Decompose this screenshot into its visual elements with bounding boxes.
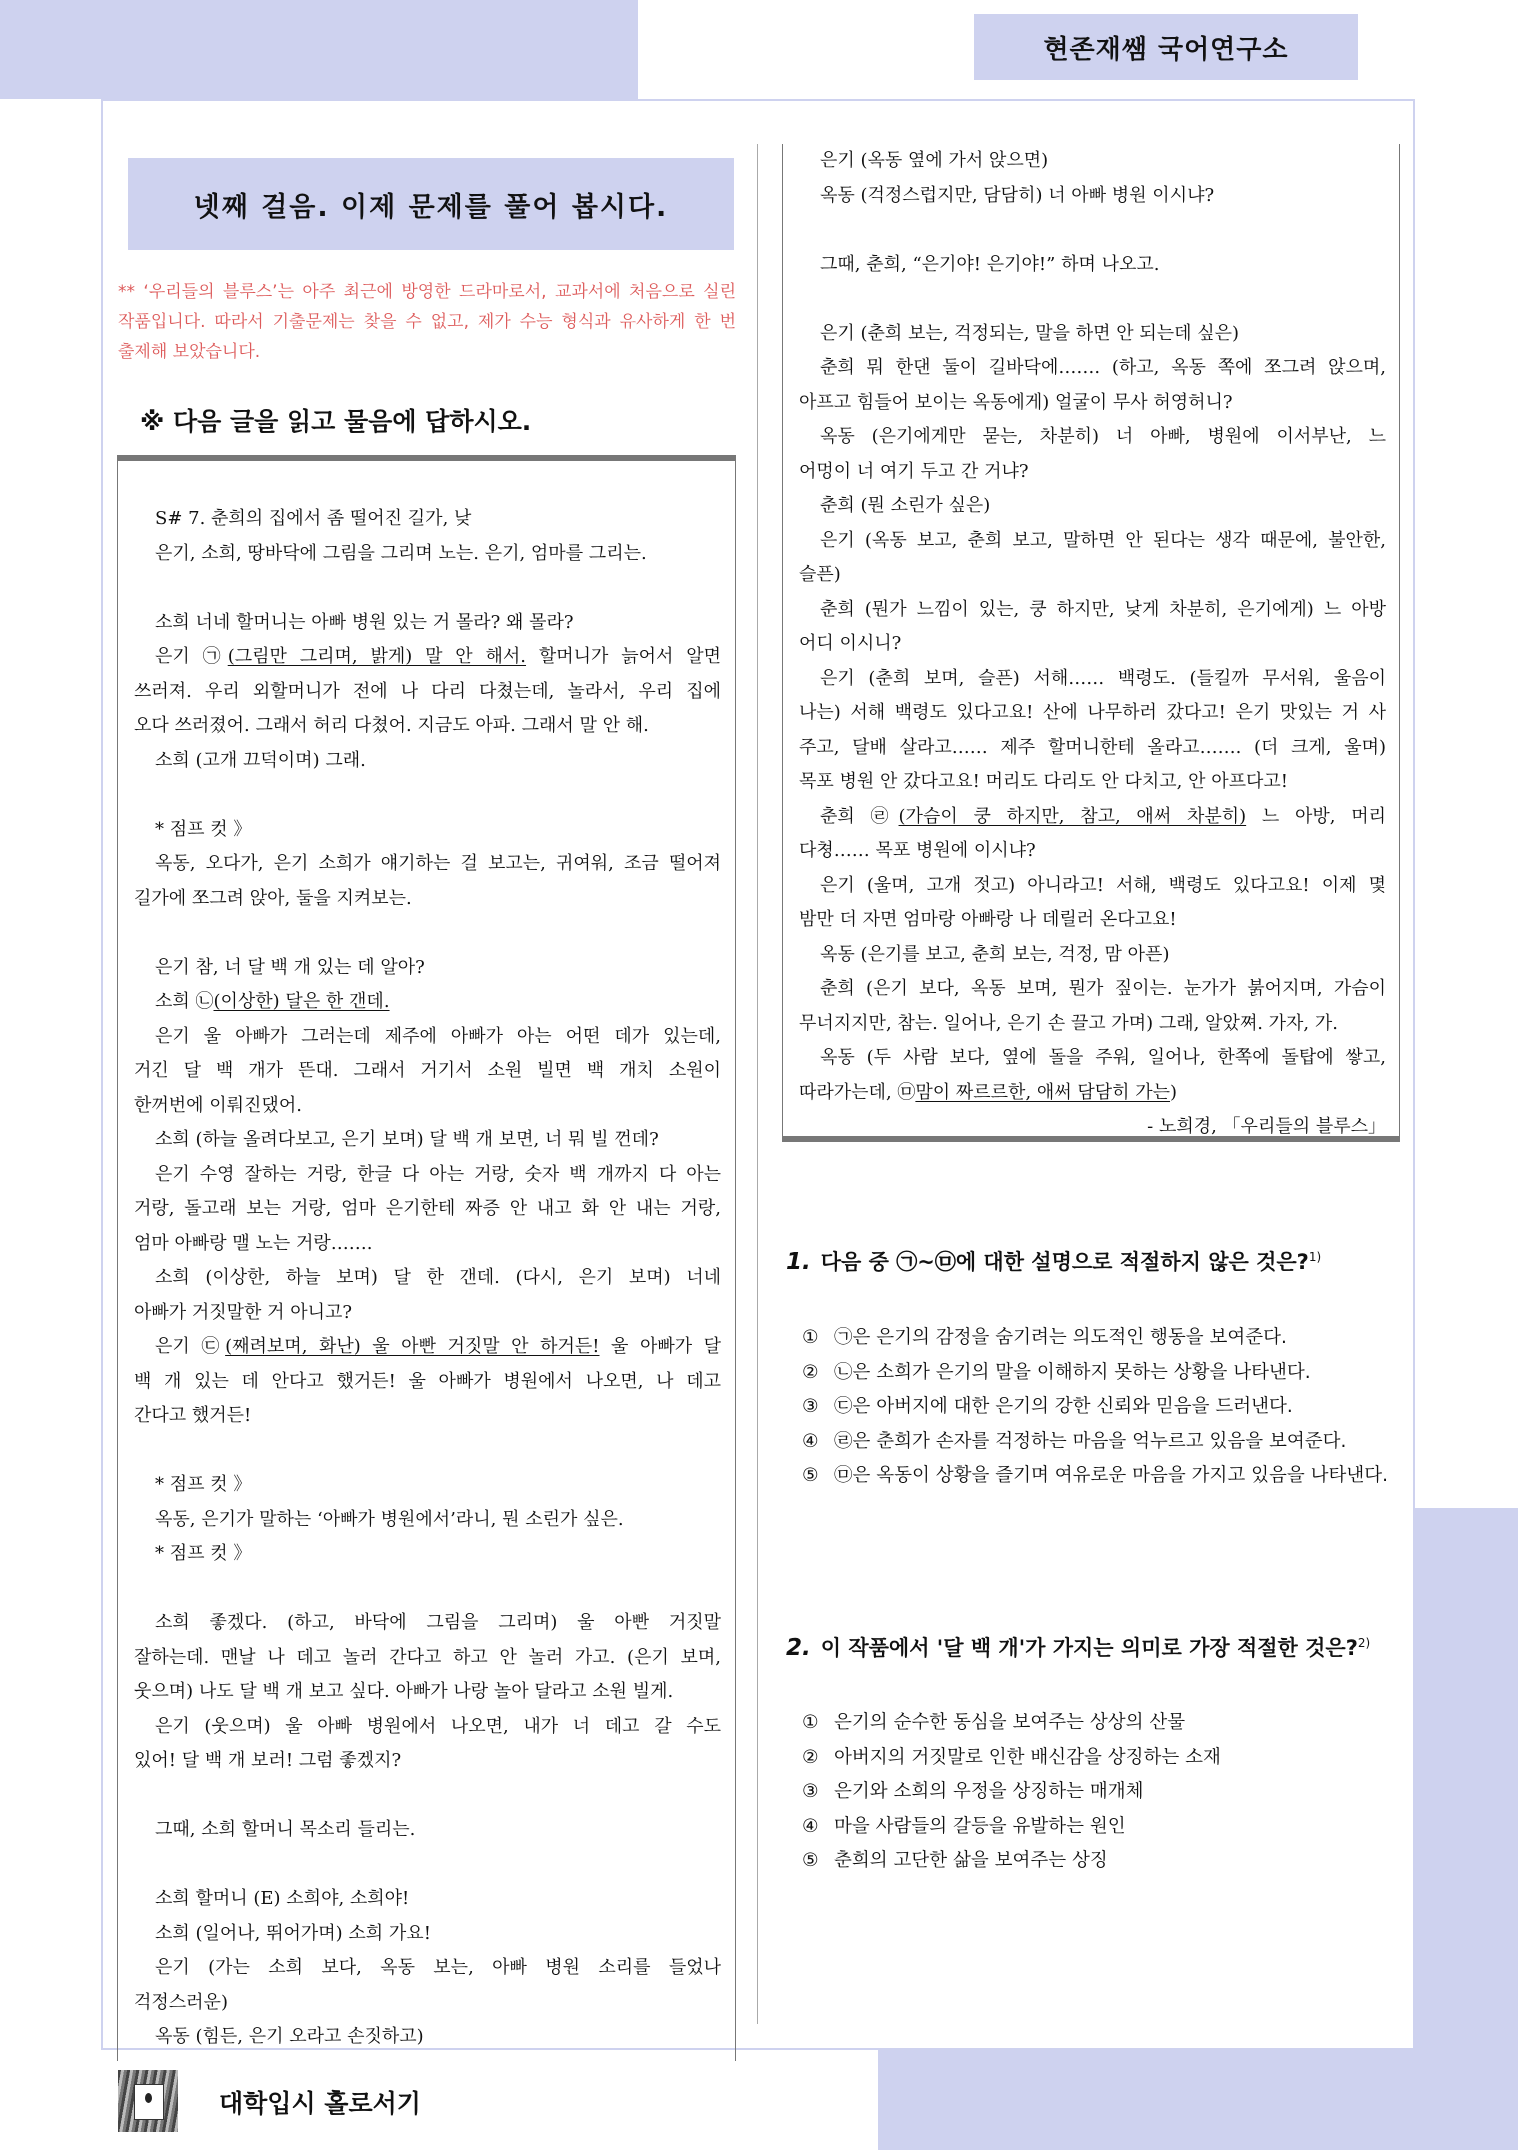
- brand-title: 현존재쌤 국어연구소: [1043, 34, 1289, 65]
- script-line: 소희 할머니 (E) 소희야, 소희야!: [155, 1888, 410, 1909]
- section-title: 넷째 걸음. 이제 문제를 풀어 봅시다.: [193, 191, 669, 223]
- script-line: 은기 (울며, 고개 젓고) 아니라고! 서해, 백령도 있다고요! 이제 몇: [820, 874, 1386, 896]
- script-line: 옥동 (걱정스럽지만, 담담히) 너 아빠 병원 이시냐?: [820, 184, 1215, 206]
- brand-header: [974, 14, 1358, 80]
- line-text: 느 아방, 머리: [1246, 805, 1387, 827]
- answer-option[interactable]: [802, 1775, 1392, 1810]
- script-line: 길가에 쪼그려 앉아, 둘을 지켜보는.: [134, 887, 412, 909]
- script-line: 다쳥…… 목포 병원에 이시냐?: [799, 840, 1036, 861]
- option-number: ④: [802, 1430, 819, 1452]
- script-line: 어디 이시니?: [799, 633, 902, 654]
- option-number: ⑤: [802, 1850, 819, 1871]
- script-line: * 점프 컷 》: [155, 1474, 252, 1495]
- decorative-band-top: [0, 0, 638, 99]
- line-text: 소희: [155, 991, 196, 1012]
- instruction-heading: ※ 다음 글을 읽고 물음에 답하시오.: [140, 407, 532, 436]
- script-line: 어멍이 너 여기 두고 간 거냐?: [799, 460, 1029, 482]
- script-line: 그때, 소희 할머니 목소리 들리는.: [155, 1819, 416, 1840]
- question-title: [786, 1246, 1396, 1276]
- script-line: 은기 (웃으며) 울 아빠 병원에서 나오면, 내가 너 데고 갈 수도: [155, 1715, 721, 1737]
- script-line: 춘희 (뭔가 느낌이 있는, 쿵 하지만, 낮게 차분히, 은기에게) 느 아방: [820, 598, 1386, 620]
- blank-line: [134, 1572, 721, 1607]
- script-line: [134, 640, 721, 675]
- answer-option[interactable]: [802, 1844, 1392, 1879]
- option-number: ①: [802, 1327, 819, 1348]
- question-1: [786, 1246, 1396, 1486]
- annotation-marker: ㉢: [201, 1336, 226, 1357]
- script-line: [134, 985, 721, 1020]
- script-line: 소희 너네 할머니는 아빠 병원 있는 거 몰라? 왜 몰라?: [155, 611, 574, 633]
- script-line: 소희 (일어나, 뛰어가며) 소희 가요!: [155, 1922, 431, 1944]
- underlined-phrase: (가슴이 쿵 하지만, 참고, 애써 차분히): [898, 805, 1247, 827]
- source-citation: - 노희경, 「우리들의 블루스」: [1147, 1116, 1386, 1137]
- script-line: 은기 울 아빠가 그러는데 제주에 아빠가 아는 어떤 데가 있는데,: [155, 1025, 721, 1047]
- annotation-marker: ㉤: [897, 1081, 916, 1103]
- option-number: ①: [802, 1712, 819, 1733]
- script-line: 간다고 했거든!: [134, 1405, 252, 1426]
- script-line: 춘희 뭐 한댄 둘이 길바닥에……. (하고, 옥동 쪽에 쪼그려 앉으며,: [820, 357, 1386, 378]
- answer-option[interactable]: [802, 1459, 1392, 1494]
- option-text: 아버지의 거짓말로 인한 배신감을 상징하는 소재: [834, 1746, 1221, 1768]
- script-line: * 점프 컷 》: [155, 1543, 252, 1564]
- script-line: 옥동 (은기에게만 묻는, 차분히) 너 아빠, 병원에 이서부난, 느: [820, 426, 1386, 447]
- question-number: 2.: [786, 1635, 811, 1661]
- question-number: 1.: [786, 1249, 811, 1275]
- footer-title: 대학입시 홀로서기: [219, 2089, 421, 2118]
- annotation-marker: ㉡: [195, 991, 214, 1012]
- script-line: 옥동 (힘든, 은기 오라고 손짓하고): [155, 2026, 424, 2047]
- script-line: 잘하는데. 맨날 나 데고 놀러 간다고 하고 안 놀러 가고. (은기 보며,: [134, 1646, 721, 1668]
- option-text: ㉡은 소희가 은기의 말을 이해하지 못하는 상황을 나타낸다.: [834, 1361, 1311, 1383]
- script-line: 소희 (이상한, 하늘 보며) 달 한 갠데. (다시, 은기 보며) 너네: [155, 1267, 721, 1288]
- passage-box-right: [782, 144, 1400, 1142]
- option-number: ⑤: [802, 1465, 819, 1486]
- footer-logo-image: [118, 2070, 178, 2132]
- annotation-marker: ㉣: [870, 805, 899, 827]
- script-line: 엄마 아빠랑 맬 노는 거랑…….: [134, 1232, 373, 1254]
- underlined-phrase: (그림만 그리며, 밝게) 말 안 해서.: [227, 646, 527, 667]
- column-divider: [757, 144, 758, 2024]
- blank-line: [799, 282, 1386, 317]
- script-line: 아프고 힘들어 보이는 옥동에게) 얼굴이 무사 허영허니?: [799, 391, 1233, 413]
- script-line: 은기 (가는 소희 보다, 옥동 보는, 아빠 병원 소리를 들었나: [155, 1957, 721, 1978]
- section-title-box: [128, 158, 734, 250]
- script-line: 은기, 소희, 땅바닥에 그림을 그리며 노는. 은기, 엄마를 그리는.: [155, 542, 647, 564]
- line-text: 춘희: [820, 805, 871, 827]
- script-line: 그때, 춘희, “은기야! 은기야!” 하며 나오고.: [820, 253, 1160, 275]
- footnote-ref: 1): [1308, 1250, 1322, 1264]
- script-line: 옥동 (은기를 보고, 춘희 보는, 걱정, 맘 아픈): [820, 943, 1170, 965]
- option-text: 마을 사람들의 갈등을 유발하는 원인: [834, 1815, 1126, 1837]
- line-text: ): [1170, 1081, 1178, 1103]
- script-line: 슬픈): [799, 564, 841, 585]
- script-line: 소희 (하늘 올려다보고, 은기 보며) 달 백 개 보면, 너 뭐 빌 껀데?: [155, 1129, 659, 1150]
- script-line: 오다 쓰러졌어. 그래서 허리 다쳤어. 지금도 아파. 그래서 말 안 해.: [134, 715, 649, 736]
- sign-icon: [134, 2084, 164, 2120]
- script-line: 은기 (옥동 보고, 춘희 보고, 말하면 안 된다는 생각 때문에, 불안한,: [820, 529, 1386, 551]
- answer-option[interactable]: [802, 1425, 1392, 1460]
- option-text: ㉣은 춘희가 손자를 걱정하는 마음을 억누르고 있음을 보여준다.: [834, 1430, 1347, 1452]
- underlined-phrase: 맘이 짜르르한, 애써 담담히 가는: [915, 1081, 1171, 1103]
- underlined-phrase: (째려보며, 화난) 울 아빤 거짓말 안 하거든!: [225, 1336, 600, 1357]
- option-number: ④: [802, 1815, 819, 1837]
- option-text: ㉠은 은기의 감정을 숨기려는 의도적인 행동을 보여준다.: [834, 1327, 1287, 1348]
- answer-option[interactable]: [802, 1390, 1392, 1425]
- teacher-note: [118, 277, 736, 367]
- script-line: 소희 좋겠다. (하고, 바닥에 그림을 그리며) 울 아빤 거짓말: [155, 1612, 721, 1633]
- script-line: 옥동 (두 사람 보다, 옆에 돌을 주워, 일어나, 한쪽에 돌탑에 쌓고,: [820, 1047, 1386, 1068]
- script-line: [799, 800, 1386, 835]
- option-number: ②: [802, 1361, 819, 1383]
- script-line: 주고, 달배 살라고…… 제주 할머니한테 올라고……. (더 크게, 울며): [799, 736, 1386, 758]
- script-line: 옥동, 오다가, 은기 소희가 얘기하는 걸 보고는, 귀여워, 조금 떨어져: [155, 853, 721, 874]
- script-line: 아빠가 거짓말한 거 아니고?: [134, 1301, 353, 1323]
- script-line: 은기 수영 잘하는 거랑, 한글 다 아는 거랑, 숫자 백 개까지 다 아는: [155, 1163, 721, 1185]
- option-number: ③: [802, 1396, 819, 1417]
- blank-line: [134, 1779, 721, 1814]
- note-line: ** ‘우리들의 블루스’는 아주 최근에 방영한 드라마로서, 교과서에 처음으로 실린: [118, 282, 736, 302]
- script-line: 거긴 달 백 개가 뜬대. 그래서 거기서 소원 빌면 백 개치 소원이: [134, 1060, 721, 1081]
- option-text: ㉤은 옥동이 상황을 즐기며 여유로운 마음을 가지고 있음을 나타낸다.: [834, 1465, 1388, 1486]
- option-text: ㉢은 아버지에 대한 은기의 강한 신뢰와 믿음을 드러낸다.: [834, 1396, 1293, 1417]
- question-title: [786, 1632, 1396, 1662]
- option-text: 은기와 소희의 우정을 상징하는 매개체: [834, 1781, 1144, 1802]
- script-line: [134, 1330, 721, 1365]
- answer-option[interactable]: [802, 1810, 1392, 1845]
- option-text: 은기의 순수한 동심을 보여주는 상상의 산물: [834, 1712, 1186, 1733]
- line-text: 따라가는데,: [799, 1081, 898, 1103]
- script-line: * 점프 컷 》: [155, 818, 252, 840]
- option-number: ②: [802, 1746, 819, 1768]
- script-line: 걱정스러운): [134, 1991, 228, 2013]
- line-text: 울 아빠가 달: [599, 1336, 722, 1357]
- decorative-band-bottom: [878, 2050, 1518, 2150]
- script-line: 춘희 (은기 보다, 옥동 보며, 뭔가 짚이는. 눈가가 붉어지며, 가슴이: [820, 978, 1386, 999]
- answer-options: [802, 1321, 1392, 1494]
- script-line: 목포 병원 안 갔다고요! 머리도 다리도 안 다치고, 안 아프다고!: [799, 771, 1288, 792]
- script-line: 웃으며) 나도 달 백 개 보고 싶다. 아빠가 나랑 놀아 달라고 소원 빌게.: [134, 1681, 674, 1702]
- option-text: 춘희의 고단한 삶을 보여주는 상징: [834, 1850, 1108, 1871]
- note-line: 작품입니다. 따라서 기출문제는 찾을 수 없고, 제가 수능 형식과 유사하게 한 번: [118, 312, 736, 332]
- script-line: 있어! 달 백 개 보러! 그럼 좋겠지?: [134, 1750, 402, 1771]
- script-line: [799, 1076, 1386, 1111]
- script-line: 거랑, 돌고래 보는 거랑, 엄마 은기한테 짜증 안 내고 화 안 내는 거랑,: [134, 1198, 721, 1219]
- question-text: 이 작품에서 '달 백 개'가 가지는 의미로 가장 적절한 것은?: [820, 1636, 1358, 1660]
- blank-line: [134, 916, 721, 951]
- script-line: 소희 (고개 끄덕이며) 그래.: [155, 749, 366, 771]
- blank-line: [134, 1434, 721, 1469]
- blank-line: [799, 213, 1386, 248]
- answer-option[interactable]: [802, 1356, 1392, 1391]
- blank-line: [134, 778, 721, 813]
- script-line: S# 7. 춘희의 집에서 좀 떨어진 길가, 낮: [155, 508, 472, 529]
- option-number: ③: [802, 1781, 819, 1802]
- script-line: 나는) 서해 백령도 있다고요! 산에 나무하러 갔다고! 은기 맛있는 거 사: [799, 702, 1386, 723]
- answer-option[interactable]: [802, 1741, 1392, 1776]
- script-line: 밤만 더 자면 엄마랑 아빠랑 나 데릴러 온다고요!: [799, 909, 1177, 930]
- line-text: 할머니가 늙어서 알면: [526, 646, 721, 667]
- line-text: 은기: [155, 646, 203, 667]
- note-line: 출제해 보았습니다.: [118, 342, 261, 362]
- script-line: 쓰러져. 우리 외할머니가 전에 나 다리 다쳤는데, 놀라서, 우리 집에: [134, 680, 721, 702]
- script-line: 춘희 (뭔 소린가 싶은): [820, 495, 991, 516]
- footnote-ref: 2): [1357, 1636, 1371, 1650]
- blank-line: [134, 1848, 721, 1883]
- answer-option[interactable]: [802, 1321, 1392, 1356]
- question-2: [786, 1632, 1396, 1871]
- answer-option[interactable]: [802, 1706, 1392, 1741]
- passage-box-left: [117, 455, 736, 2061]
- script-line: 은기 (춘희 보며, 슬픈) 서해…… 백령도. (들킬까 무서워, 울음이: [820, 667, 1386, 689]
- blank-line: [134, 571, 721, 606]
- script-line: 은기 (옥동 옆에 가서 앉으면): [820, 150, 1049, 171]
- underlined-phrase: (이상한) 달은 한 갠데.: [213, 991, 390, 1012]
- script-line: 한꺼번에 이뤄진댔어.: [134, 1094, 302, 1116]
- line-text: 은기: [155, 1336, 202, 1357]
- script-line: 무너지지만, 참는. 일어나, 은기 손 끌고 가며) 그래, 알았쪄. 가자, 가.: [799, 1012, 1338, 1034]
- script-line: 옥동, 은기가 말하는 ‘아빠가 병원에서’라니, 뭔 소린가 싶은.: [155, 1508, 624, 1530]
- passage-text-right: [799, 144, 1386, 1145]
- answer-options: [802, 1706, 1392, 1879]
- passage-text-left: [134, 502, 721, 2055]
- script-line: 은기 참, 너 달 백 개 있는 데 알아?: [155, 956, 425, 978]
- annotation-marker: ㉠: [202, 646, 228, 667]
- question-text: 다음 중 ㉠~㉤에 대한 설명으로 적절하지 않은 것은?: [820, 1250, 1309, 1274]
- script-line: 은기 (춘희 보는, 걱정되는, 말을 하면 안 되는데 싶은): [820, 322, 1240, 344]
- script-line: 백 개 있는 데 안다고 했거든! 울 아빠가 병원에서 나오면, 나 데고: [134, 1370, 721, 1392]
